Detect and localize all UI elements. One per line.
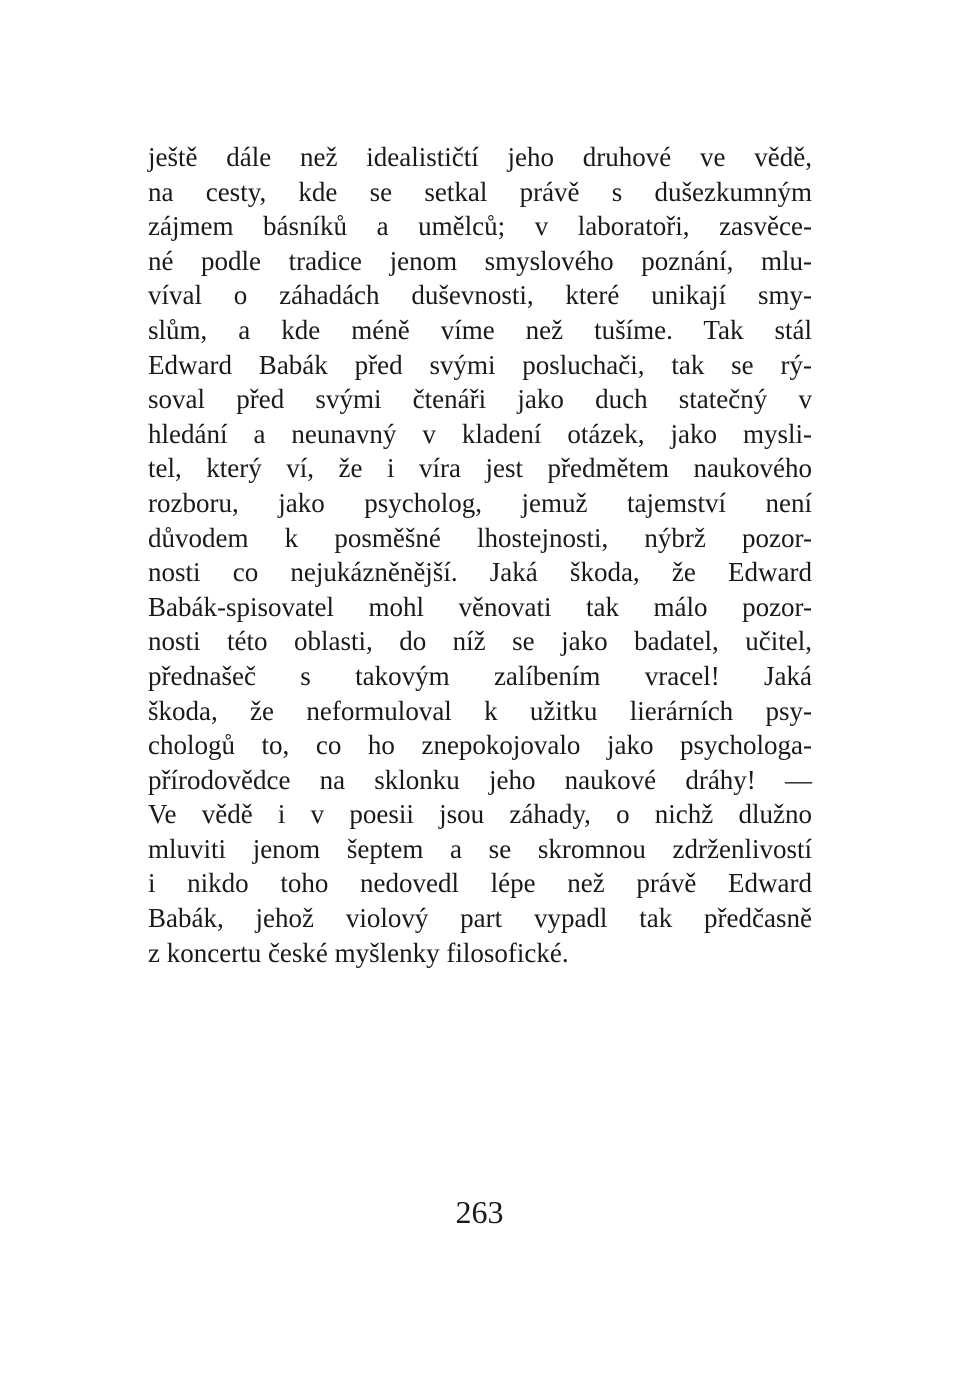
text-line-14: Babák-spisovatel mohl věnovati tak málo pozor- — [148, 591, 812, 622]
text-line-1: ještě dále než idealističtí jeho druhové ve vědě, — [148, 142, 812, 172]
text-line-11: rozboru, jako psycholog, jemuž tajemství není — [148, 487, 812, 518]
text-line-5: víval o záhadách duševnosti, které unikají smy- — [148, 280, 812, 311]
text-line-24: z koncertu české myšlenky filosofické. — [148, 937, 569, 968]
text-line-7: Edward Babák před svými posluchači, tak se rý- — [148, 349, 812, 380]
text-line-6: slům, a kde méně víme než tušíme. Tak stál — [148, 314, 812, 345]
text-line-9: hledání a neunavný v kladení otázek, jako mysli- — [148, 418, 812, 449]
text-line-12: důvodem k posměšné lhostejnosti, nýbrž pozor- — [148, 522, 812, 553]
text-line-19: přírodovědce na sklonku jeho naukové dráhy! — — [148, 764, 812, 795]
text-line-3: zájmem básníků a umělců; v laboratoři, zasvěce- — [148, 211, 812, 242]
text-line-20: Ve vědě i v poesii jsou záhady, o nichž dlužno — [148, 799, 812, 830]
text-line-10: tel, který ví, že i víra jest předmětem naukového — [148, 453, 812, 484]
text-line-18: chologů to, co ho znepokojovalo jako psychologa- — [148, 730, 812, 761]
text-line-2: na cesty, kde se setkal právě s dušezkumným — [148, 176, 812, 207]
text-line-15: nosti této oblasti, do níž se jako badatel, učitel, — [148, 626, 812, 657]
text-line-21: mluviti jenom šeptem a se skromnou zdrženlivostí — [148, 833, 812, 864]
body-text — [148, 140, 812, 970]
text-line-8: soval před svými čtenáři jako duch statečný v — [148, 384, 812, 415]
text-line-22: i nikdo toho nedovedl lépe než právě Edward — [148, 868, 812, 899]
text-line-13: nosti co nejukázněnější. Jaká škoda, že Edward — [148, 557, 812, 588]
page-number: 263 — [455, 1194, 504, 1230]
text-line-16: přednašeč s takovým zalíbením vracel! Jaká — [148, 660, 812, 691]
text-line-17: škoda, že neformuloval k užitku lierárních psy- — [148, 695, 812, 726]
text-line-23: Babák, jehož violový part vypadl tak předčasně — [148, 903, 812, 934]
text-line-4: né podle tradice jenom smyslového poznání, mlu- — [148, 245, 812, 276]
